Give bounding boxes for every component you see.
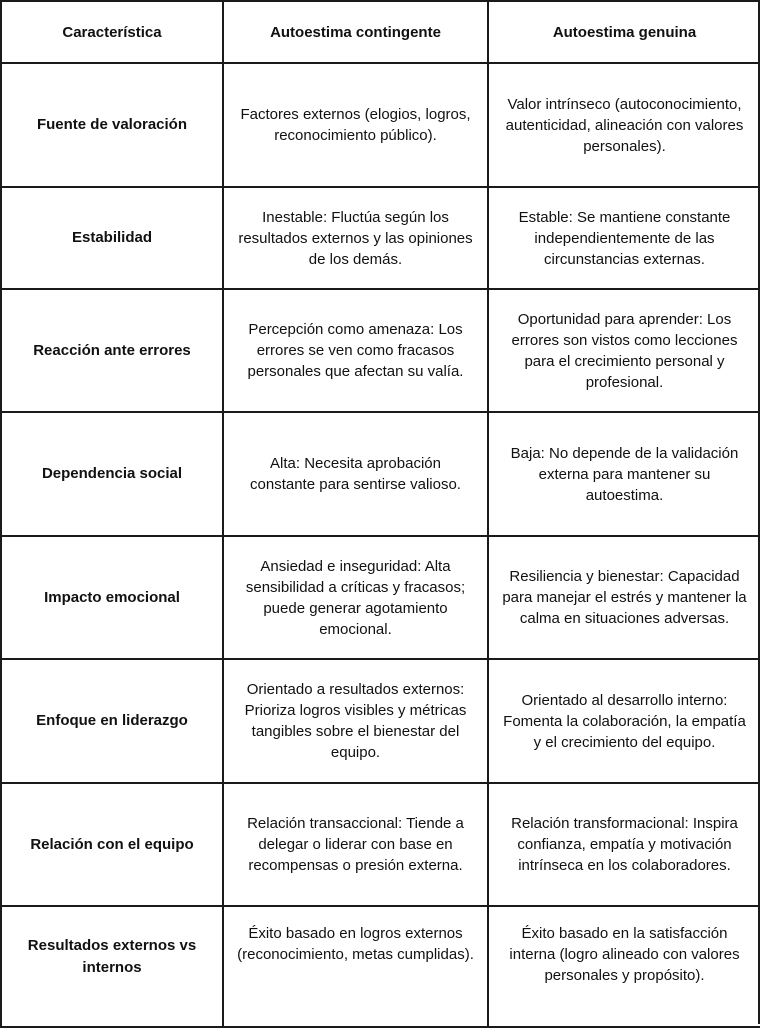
row-genuine: Valor intrínseco (autoconocimiento, autenticidad, alineación con valores personales). [488,63,760,187]
table-row [1,63,760,187]
row-genuine: Éxito basado en la satisfacción interna (logro alineado con valores personales y propósito). [488,906,760,1027]
row-feature: Relación con el equipo [1,783,223,906]
header-row [1,1,760,63]
table-row [1,783,760,906]
row-contingent: Inestable: Fluctúa según los resultados externos y las opiniones de los demás. [223,187,488,289]
row-feature: Enfoque en liderazgo [1,659,223,783]
row-genuine: Estable: Se mantiene constante independientemente de las circunstancias externas. [488,187,760,289]
header-caracteristica: Característica [1,1,223,63]
row-contingent: Relación transaccional: Tiende a delegar o liderar con base en recompensas o presión externa. [223,783,488,906]
row-feature: Resultados externos vs internos [1,906,223,1027]
row-genuine: Oportunidad para aprender: Los errores son vistos como lecciones para el crecimiento personal y profesional. [488,289,760,412]
table-header [1,1,760,63]
table-body [1,63,760,1027]
row-contingent: Ansiedad e inseguridad: Alta sensibilidad a críticas y fracasos; puede generar agotamiento emocional. [223,536,488,659]
table-row [1,536,760,659]
row-genuine: Relación transformacional: Inspira confianza, empatía y motivación intrínseca en los colaboradores. [488,783,760,906]
row-genuine: Resiliencia y bienestar: Capacidad para manejar el estrés y mantener la calma en situaciones adversas. [488,536,760,659]
header-autoestima-contingente: Autoestima contingente [223,1,488,63]
row-contingent: Éxito basado en logros externos (reconocimiento, metas cumplidas). [223,906,488,1027]
row-feature: Fuente de valoración [1,63,223,187]
row-contingent: Percepción como amenaza: Los errores se ven como fracasos personales que afectan su valía. [223,289,488,412]
table-row [1,289,760,412]
row-contingent: Factores externos (elogios, logros, reconocimiento público). [223,63,488,187]
row-feature: Dependencia social [1,412,223,536]
table-row [1,659,760,783]
row-feature: Impacto emocional [1,536,223,659]
table-row [1,187,760,289]
row-genuine: Baja: No depende de la validación externa para mantener su autoestima. [488,412,760,536]
table-row [1,906,760,1027]
row-genuine: Orientado al desarrollo interno: Fomenta la colaboración, la empatía y el crecimiento del equipo. [488,659,760,783]
row-contingent: Orientado a resultados externos: Prioriza logros visibles y métricas tangibles sobre el bienestar del equipo. [223,659,488,783]
row-feature: Reacción ante errores [1,289,223,412]
row-feature: Estabilidad [1,187,223,289]
row-contingent: Alta: Necesita aprobación constante para sentirse valioso. [223,412,488,536]
table-row [1,412,760,536]
header-autoestima-genuina: Autoestima genuina [488,1,760,63]
